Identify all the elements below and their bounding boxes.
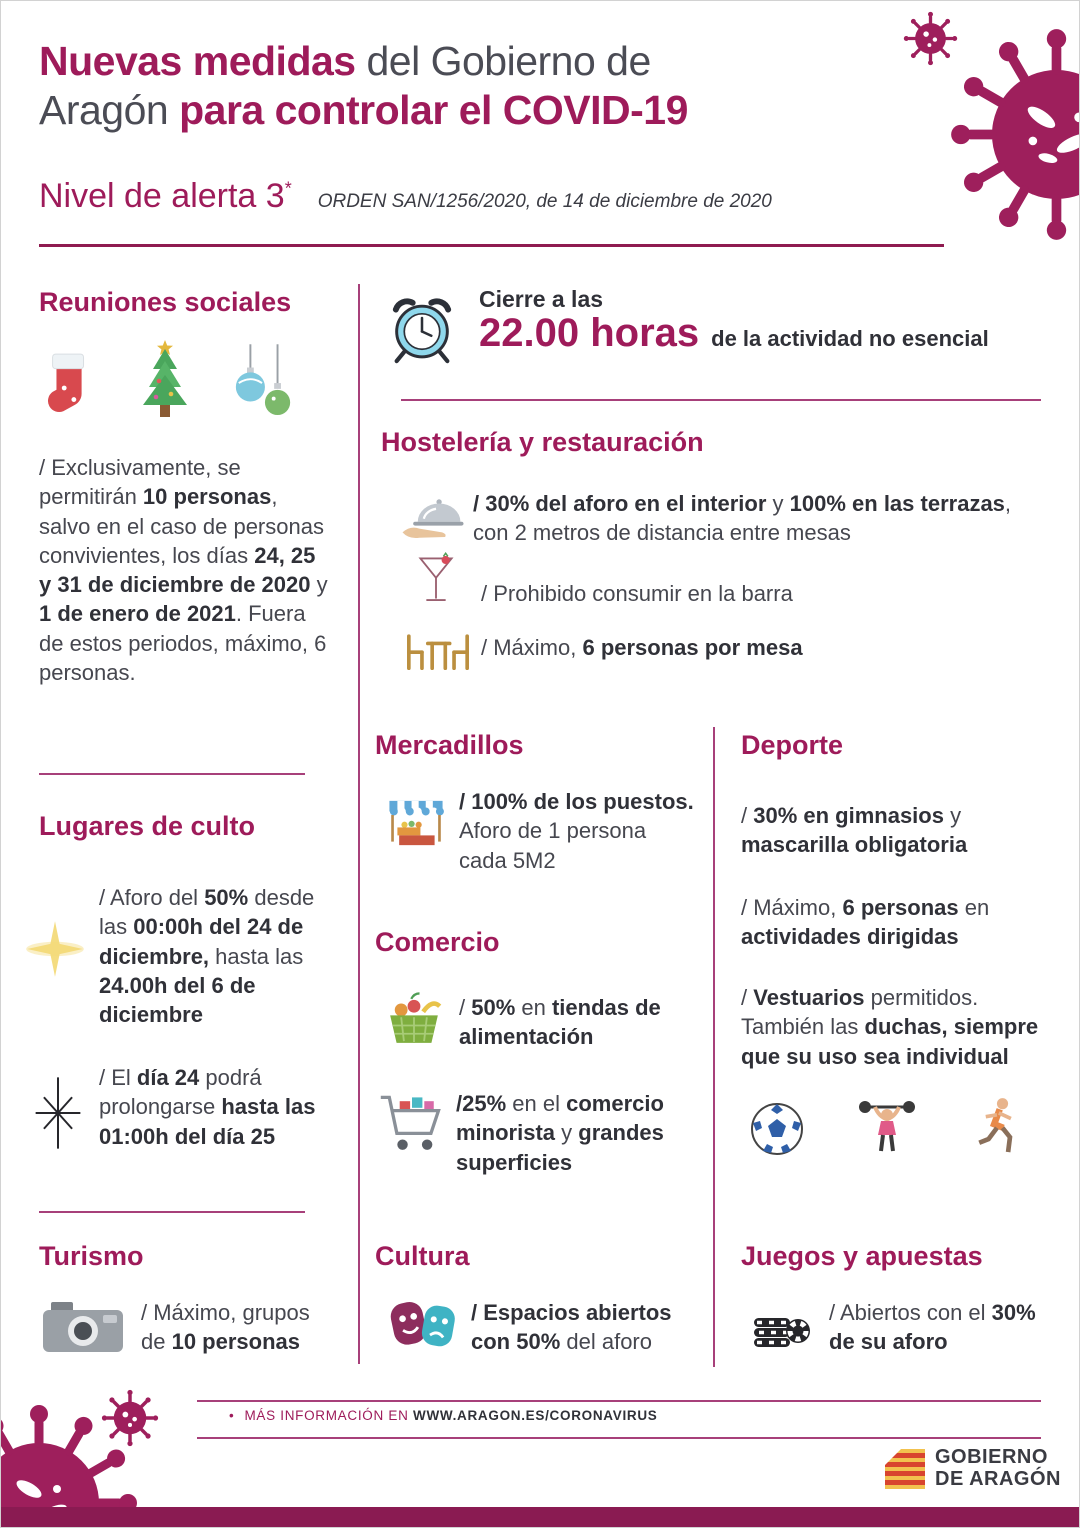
comercio-item-1: / 50% en tiendas de alimentación <box>459 995 661 1050</box>
section-heading-reuniones: Reuniones sociales <box>39 287 292 317</box>
hosteleria-item-3: / Máximo, 6 personas por mesa <box>481 635 803 660</box>
cloche-icon <box>401 495 465 547</box>
gobierno-aragon-logo <box>885 1447 1061 1490</box>
section-heading-hosteleria: Hostelería y restauración <box>381 427 704 457</box>
candle-glow-icon <box>19 913 91 985</box>
alarm-clock-icon <box>384 289 460 369</box>
virus-icon <box>949 27 1080 242</box>
juegos-text: / Abiertos con el 30% de su aforo <box>829 1300 1036 1355</box>
divider <box>401 399 1041 401</box>
theater-masks-icon <box>385 1294 461 1356</box>
culto-item-1: / Aforo del 50% desde las 00:00h del 24 de diciembre, hasta las 24.00h del 6 de diciembre <box>99 885 315 1027</box>
sports-icons-row <box>749 1093 1023 1157</box>
divider <box>358 284 360 1364</box>
title-rest-1: del Gobierno de <box>355 38 651 84</box>
header-divider <box>39 244 944 247</box>
hosteleria-item-2: / Prohibido consumir en la barra <box>481 581 793 606</box>
divider <box>39 773 305 775</box>
closure-intro: Cierre a las <box>479 286 604 312</box>
closure-rest: de la actividad no esencial <box>711 326 989 351</box>
alert-asterisk: * <box>284 178 292 199</box>
logo-line-1: GOBIERNO <box>935 1446 1048 1468</box>
section-heading-cultura: Cultura <box>375 1241 470 1271</box>
star-sparkle-icon <box>29 1071 87 1155</box>
cultura-text: / Espacios abiertos con 50% del aforo <box>471 1300 672 1355</box>
section-heading-culto: Lugares de culto <box>39 811 256 841</box>
deporte-item-3: / Vestuarios permitidos. También las duchas, siempre que su uso sea individual <box>741 985 1039 1069</box>
title-accent-1: Nuevas medidas <box>39 38 356 84</box>
deporte-item-2: / Máximo, 6 personas en actividades dirigidas <box>741 895 990 950</box>
mercadillos-text: / 100% de los puestos. Aforo de 1 persona cada 5M2 <box>459 789 694 873</box>
christmas-stocking-icon <box>41 349 99 427</box>
market-stall-icon <box>385 795 447 851</box>
cocktail-icon <box>413 549 459 611</box>
grocery-basket-icon <box>381 991 447 1049</box>
culto-item-2: / El día 24 podrá prolongarse hasta las 01:00h del día 25 <box>99 1065 316 1149</box>
camera-icon <box>41 1298 125 1356</box>
section-heading-comercio: Comercio <box>375 927 500 957</box>
order-reference: ORDEN SAN/1256/2020, de 14 de diciembre de 2020 <box>317 191 772 212</box>
deporte-item-1: / 30% en gimnasios y mascarilla obligatoria <box>741 803 968 858</box>
closure-line <box>479 311 989 356</box>
section-heading-turismo: Turismo <box>39 1241 144 1271</box>
section-heading-deporte: Deporte <box>741 730 844 760</box>
table-chairs-icon <box>403 627 473 673</box>
hosteleria-item-1: / 30% del aforo en el interior y 100% en las terrazas, con 2 metros de distancia entre mesas <box>473 491 1012 546</box>
aragon-flag-icon <box>885 1449 925 1489</box>
section-heading-juegos: Juegos y apuestas <box>741 1241 983 1271</box>
divider <box>713 727 715 1367</box>
divider <box>197 1437 1041 1439</box>
divider <box>39 1211 305 1213</box>
bullet-icon: • <box>229 1408 235 1423</box>
poker-chips-icon <box>751 1294 811 1354</box>
shopping-cart-icon <box>377 1087 447 1157</box>
title-accent-2: para controlar el COVID-19 <box>179 87 688 134</box>
footer-info-text: MÁS INFORMACIÓN EN WWW.ARAGON.ES/CORONAVIRUS <box>244 1408 658 1423</box>
logo-text <box>935 1447 1061 1490</box>
title-rest-2: Aragón <box>39 87 180 134</box>
soccer-ball-icon <box>749 1101 805 1157</box>
alert-level-row <box>39 177 772 216</box>
turismo-text: / Máximo, grupos de 10 personas <box>141 1300 310 1355</box>
christmas-tree-icon <box>129 339 201 427</box>
comercio-item-2: /25% en el comercio minorista y grandes superficies <box>456 1091 664 1175</box>
weightlifter-icon <box>855 1093 919 1157</box>
logo-line-2: DE ARAGÓN <box>935 1467 1061 1490</box>
page-title <box>39 37 899 135</box>
christmas-icons-row <box>41 339 295 427</box>
section-heading-mercadillos: Mercadillos <box>375 730 524 760</box>
baubles-icon <box>231 343 295 427</box>
footer-info <box>229 1408 658 1423</box>
closure-time: 22.00 horas <box>479 311 700 355</box>
divider <box>197 1400 1041 1402</box>
runner-icon <box>969 1095 1023 1157</box>
alert-level: Nivel de alerta 3* <box>39 177 292 215</box>
reuniones-text: / Exclusivamente, se permitirán 10 personas, salvo en el caso de personas convivientes, los días 24, 25 y 31 de diciembre de 2020 y 1 de enero de 2021. Fuera de estos periodos, máximo, 6 personas. <box>39 455 328 685</box>
bottom-bar <box>1 1507 1080 1528</box>
